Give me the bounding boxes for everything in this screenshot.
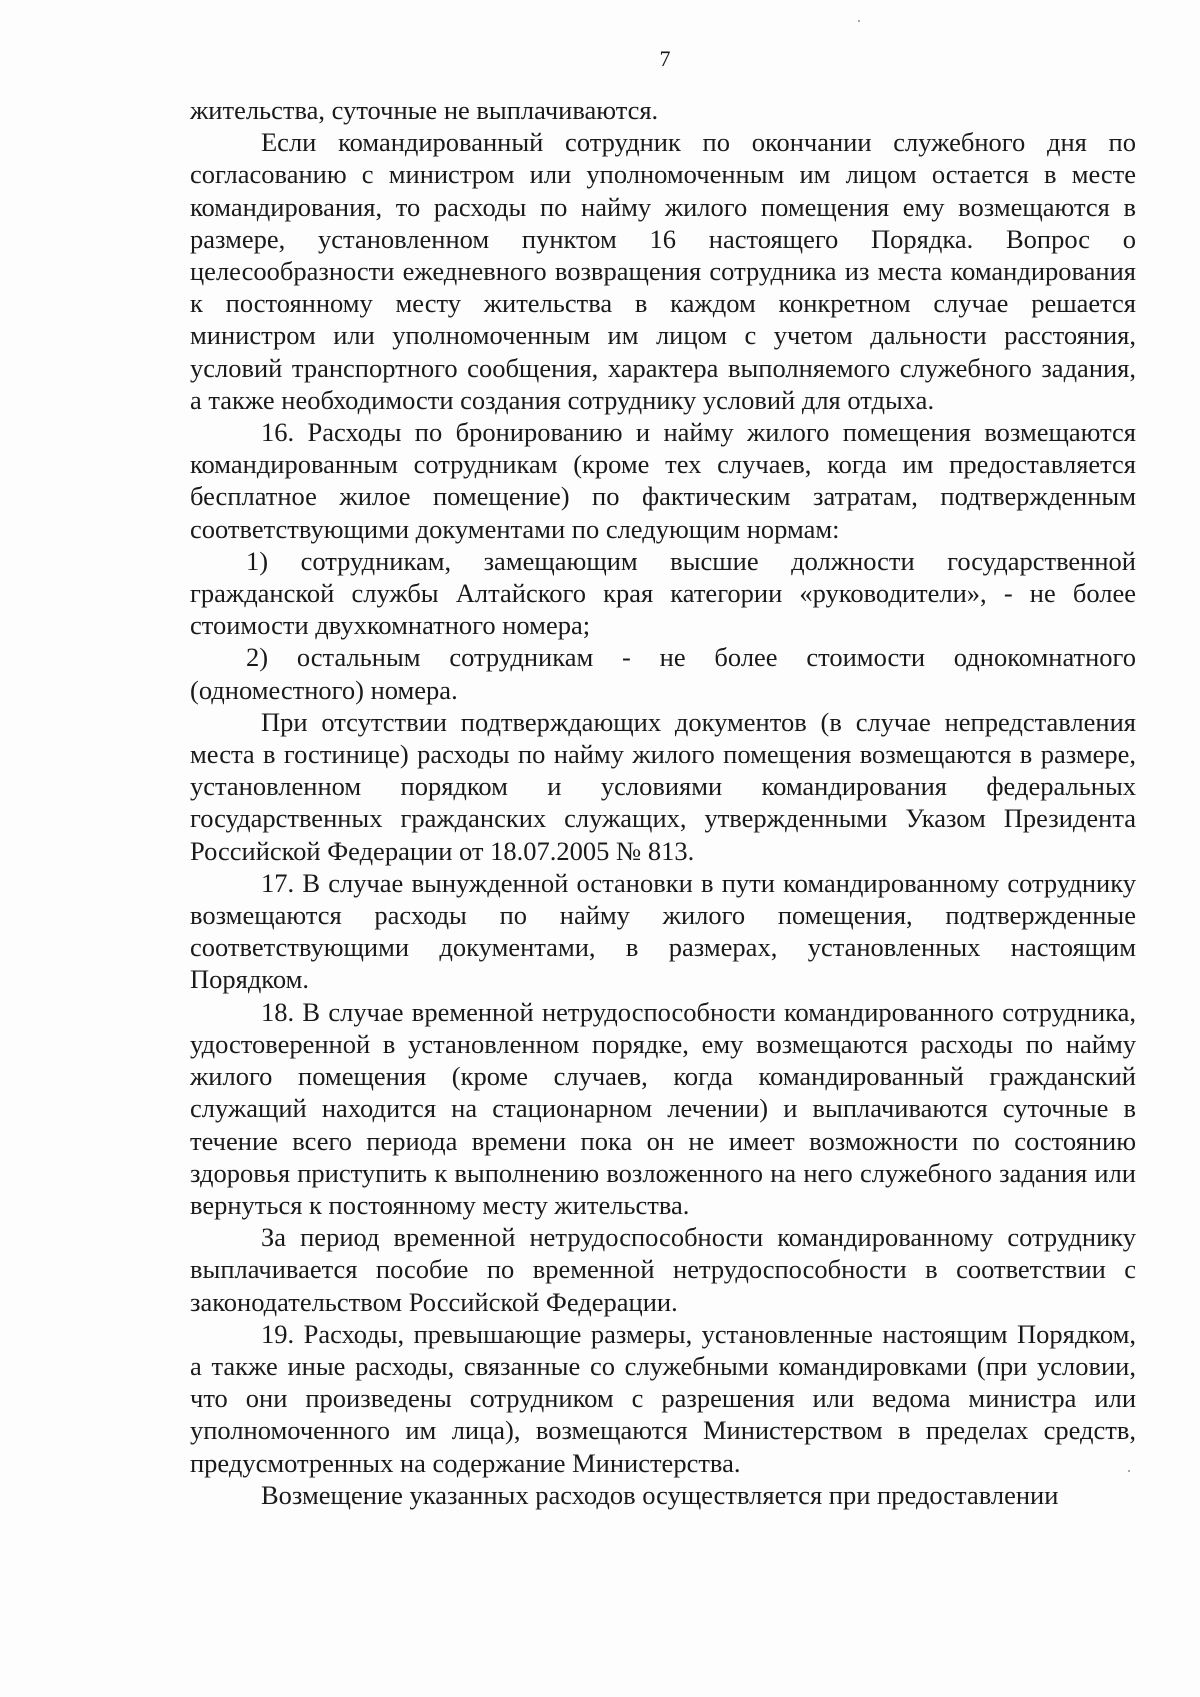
- paragraph-item-16: 16. Расходы по бронированию и найму жилого помещения возмещаются командированным сотрудникам (кроме тех случаев, когда им предоставляется бесплатное жилое помещение) по фактическим затратам, подтвержденным соответствующими документами по следующим нормам:: [190, 417, 1136, 544]
- paragraph-item-19: 19. Расходы, превышающие размеры, установленные настоящим Порядком, а также иные расходы, связанные со служебными командировками (при условии, что они произведены сотрудником с разрешения или ведома министра или уполномоченного им лица), возмещаются Министерством в пределах средств, предусмотренных на содержание Министерства.: [190, 1318, 1136, 1478]
- paragraph: За период временной нетрудоспособности командированному сотруднику выплачивается пособие по временной нетрудоспособности в соответствии с законодательством Российской Федерации.: [190, 1222, 1136, 1317]
- paragraph: При отсутствии подтверждающих документов (в случае непредставления места в гостинице) расходы по найму жилого помещения возмещаются в размере, установленном порядком и условиями командирования федеральных государственных гражданских служащих, утвержденными Указом Президента Российской Федерации от 18.07.2005 № 813.: [190, 706, 1136, 866]
- scan-speck: [858, 20, 860, 22]
- scan-speck: [1128, 1470, 1130, 1472]
- page-number: 7: [659, 46, 671, 71]
- document-body: [190, 94, 1136, 1511]
- paragraph-item-18: 18. В случае временной нетрудоспособности командированного сотрудника, удостоверенной в установленном порядке, ему возмещаются расходы по найму жилого помещения (кроме случаев, когда командированный гражданский служащий находится на стационарном лечении) и выплачиваются суточные в течение всего периода времени пока он не имеет возможности по состоянию здоровья приступить к выполнению возложенного на него служебного задания или вернуться к постоянному месту жительства.: [190, 996, 1136, 1220]
- paragraph-item-17: 17. В случае вынужденной остановки в пути командированному сотруднику возмещаются расходы по найму жилого помещения, подтвержденные соответствующими документами, в размерах, установленных настоящим Порядком.: [190, 867, 1136, 995]
- paragraph-continuation: жительства, суточные не выплачиваются.: [190, 95, 659, 125]
- list-item-1: 1) сотрудникам, замещающим высшие должности государственной гражданской службы Алтайского края категории «руководители», - не более стоимости двухкомнатного номера;: [190, 545, 1136, 641]
- paragraph: Если командированный сотрудник по окончании служебного дня по согласованию с министром или уполномоченным им лицом остается в месте командирования, то расходы по найму жилого помещения ему возмещаются в размере, установленном пунктом 16 настоящего Порядка. Вопрос о целесообразности ежедневного возвращения сотрудника из места командирования к постоянному месту жительства в каждом конкретном случае решается министром или уполномоченным им лицом с учетом дальности расстояния, условий транспортного сообщения, характера выполняемого служебного задания, а также необходимости создания сотруднику условий для отдыха.: [190, 127, 1136, 415]
- list-item-2: 2) остальным сотрудникам - не более стоимости однокомнатного (одноместного) номера.: [190, 642, 1136, 705]
- paragraph-continues: Возмещение указанных расходов осуществляется при предоставлении: [261, 1479, 1059, 1510]
